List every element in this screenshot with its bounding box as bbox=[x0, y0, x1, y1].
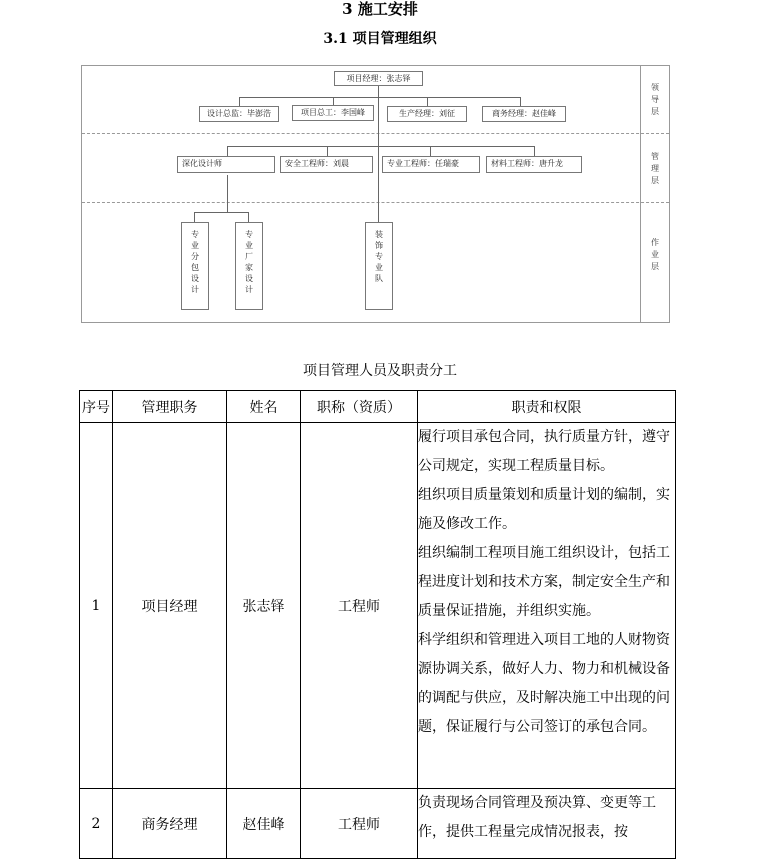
cell-title: 工程师 bbox=[301, 789, 418, 859]
column-header: 管理职务 bbox=[113, 391, 227, 423]
connector-line bbox=[378, 98, 379, 222]
table-row bbox=[80, 789, 676, 859]
connector-line bbox=[427, 97, 428, 106]
org-box-leadership: 项目总工：李国峰 bbox=[292, 105, 374, 121]
connector-line bbox=[327, 146, 328, 156]
org-box-project-manager: 项目经理：张志铎 bbox=[334, 71, 423, 86]
org-box-management: 专业工程师：任瑞豪 bbox=[382, 156, 480, 173]
duty-paragraph: 组织编制工程项目施工组织设计，包括工程进度计划和技术方案，制定安全生产和质量保证措施，并组织实施。 bbox=[418, 545, 670, 619]
duty-table bbox=[79, 390, 676, 859]
column-header: 序号 bbox=[80, 391, 113, 423]
connector-line bbox=[227, 175, 228, 212]
subsection-heading: 3.1 项目管理组织 bbox=[323, 31, 437, 47]
org-box-leadership: 生产经理：刘征 bbox=[387, 106, 467, 122]
org-box-leadership: 商务经理：赵佳峰 bbox=[482, 106, 566, 122]
duty-paragraph: 负责现场合同管理及预决算、变更等工作，提供工程量完成情况报表，按 bbox=[418, 795, 656, 840]
cell-name: 张志铎 bbox=[227, 423, 301, 789]
connector-line bbox=[227, 146, 228, 156]
layer-label-leadership: 领 导 层 bbox=[651, 83, 659, 116]
column-header: 职称（资质） bbox=[301, 391, 418, 423]
duty-paragraph: 履行项目承包合同，执行质量方针，遵守公司规定，实现工程质量目标。 bbox=[418, 429, 670, 474]
duty-paragraph: 组织项目质量策划和质量计划的编制，实施及修改工作。 bbox=[418, 487, 670, 532]
section-heading: 3 施工安排 bbox=[342, 0, 418, 18]
cell-duties bbox=[418, 423, 676, 789]
table-row bbox=[80, 423, 676, 789]
layer-label-operation: 作 业 层 bbox=[651, 238, 659, 271]
connector-line bbox=[194, 212, 249, 213]
column-header: 职责和权限 bbox=[418, 391, 676, 423]
connector-line bbox=[194, 212, 195, 222]
layer-divider bbox=[82, 202, 669, 203]
connector-line bbox=[239, 97, 240, 106]
connector-line bbox=[534, 146, 535, 156]
connector-line bbox=[239, 97, 520, 98]
org-box-management: 深化设计师 bbox=[177, 156, 275, 173]
org-box-operation: 专 业 分 包 设 计 bbox=[181, 222, 209, 310]
cell-title: 工程师 bbox=[301, 423, 418, 789]
cell-no: 2 bbox=[80, 789, 113, 859]
cell-name: 赵佳峰 bbox=[227, 789, 301, 859]
layer-label-management: 管 理 层 bbox=[651, 152, 659, 185]
org-box-leadership: 设计总监：毕澎浩 bbox=[199, 106, 279, 122]
connector-line bbox=[227, 146, 534, 147]
layer-divider bbox=[82, 133, 669, 134]
cell-duties bbox=[418, 789, 676, 859]
connector-line bbox=[248, 212, 249, 222]
org-box-management: 材料工程师：唐升龙 bbox=[486, 156, 582, 173]
table-caption: 项目管理人员及职责分工 bbox=[303, 363, 457, 379]
column-header: 姓名 bbox=[227, 391, 301, 423]
duty-paragraph: 科学组织和管理进入项目工地的人财物资源协调关系，做好人力、物力和机械设备的调配与供应，及时解决施工中出现的问题，保证履行与公司签订的承包合同。 bbox=[418, 632, 670, 735]
cell-position: 项目经理 bbox=[113, 423, 227, 789]
org-box-operation: 装 饰 专 业 队 bbox=[365, 222, 393, 310]
org-box-operation: 专 业 厂 家 设 计 bbox=[235, 222, 263, 310]
cell-position: 商务经理 bbox=[113, 789, 227, 859]
connector-line bbox=[378, 84, 379, 98]
org-box-management: 安全工程师：刘晨 bbox=[280, 156, 373, 173]
table-header-row bbox=[80, 391, 676, 423]
connector-line bbox=[520, 97, 521, 106]
connector-line bbox=[430, 146, 431, 156]
cell-no: 1 bbox=[80, 423, 113, 789]
